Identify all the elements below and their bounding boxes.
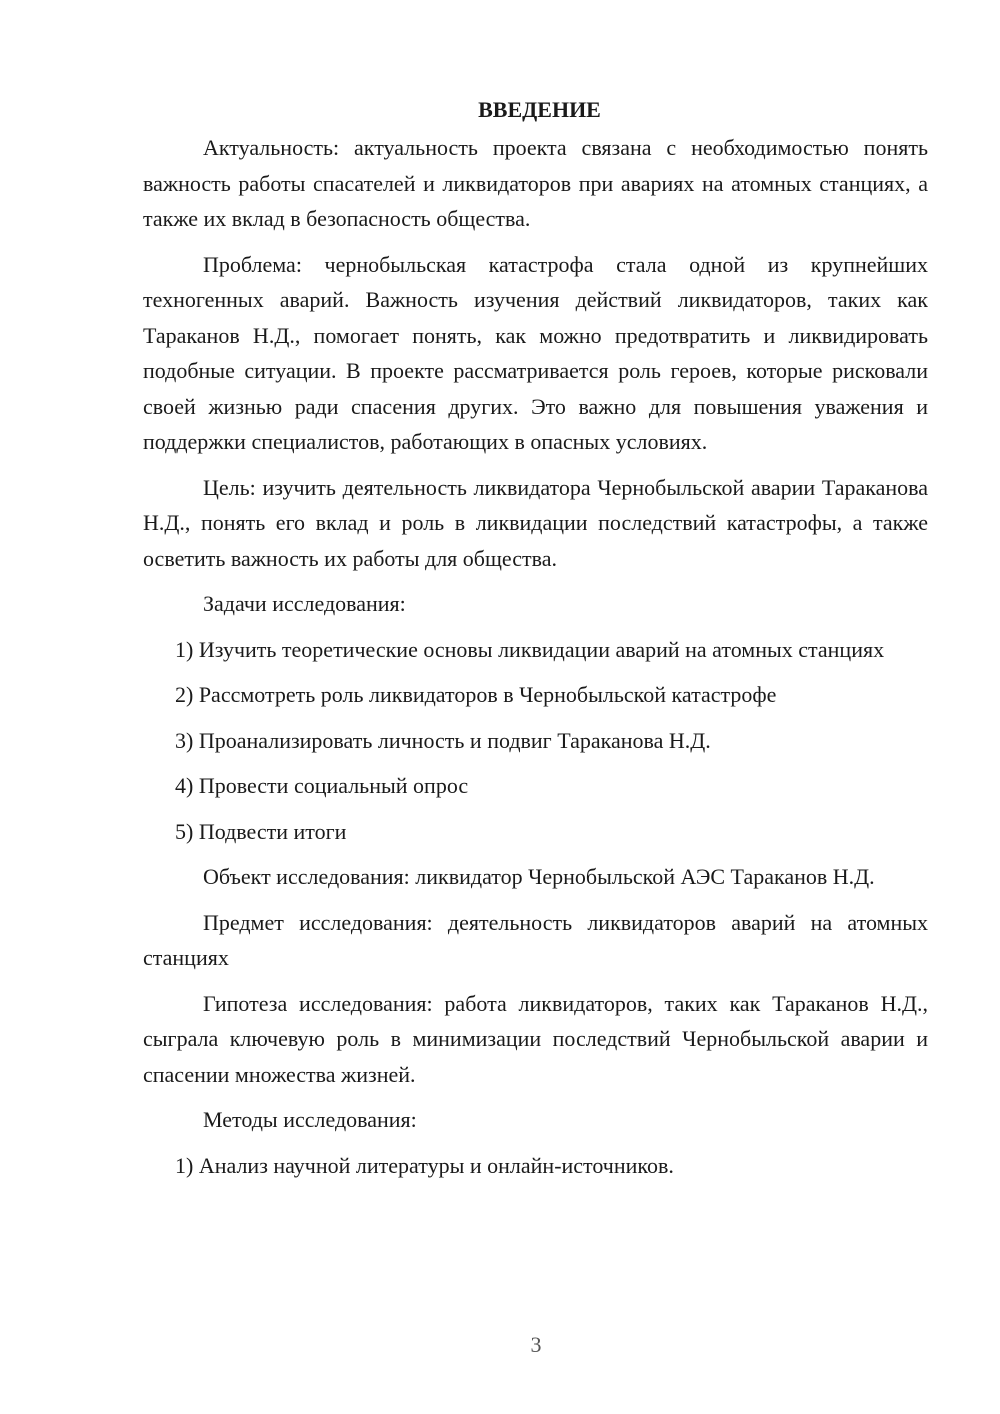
tasks-heading: Задачи исследования: [203, 591, 406, 616]
task-item-3: 3) Проанализировать личность и подвиг Тараканова Н.Д. [175, 727, 711, 753]
methods-heading: Методы исследования: [203, 1107, 417, 1132]
relevance-paragraph: Актуальность: актуальность проекта связана с необходимостью понять важность работы спасателей и ликвидаторов при авариях на атомных станциях, а также их вклад в безопасность общества. [143, 135, 928, 231]
task-item-1: 1) Изучить теоретические основы ликвидации аварий на атомных станциях [175, 636, 885, 662]
hypothesis-paragraph: Гипотеза исследования: работа ликвидаторов, таких как Тараканов Н.Д., сыграла ключевую роль в минимизации последствий Чернобыльской аварии и спасении множества жизней. [143, 990, 928, 1087]
task-item-4: 4) Провести социальный опрос [175, 773, 469, 798]
page-number: 3 [530, 1332, 542, 1357]
task-item-2: 2) Рассмотреть роль ликвидаторов в Чернобыльской катастрофе [175, 682, 777, 707]
method-item-1: 1) Анализ научной литературы и онлайн-источников. [175, 1152, 674, 1178]
problem-paragraph: Проблема: чернобыльская катастрофа стала одной из крупнейших техногенных аварий. Важность изучения действий ликвидаторов, таких как Тараканов Н.Д., помогает понять, как можно предотвратить и ликвидировать подобные ситуации. В проекте рассматривается роль героев, которые рисковали своей жизнью ради спасения других. Это важно для повышения уважения и поддержки специалистов, работающих в опасных условиях. [143, 251, 928, 454]
subject-paragraph: Предмет исследования: деятельность ликвидаторов аварий на атомных станциях [143, 909, 928, 970]
page-content [143, 92, 928, 1193]
object-paragraph: Объект исследования: ликвидатор Чернобыльской АЭС Тараканов Н.Д. [203, 864, 875, 889]
section-title: ВВЕДЕНИЕ [478, 97, 601, 122]
task-item-5: 5) Подвести итоги [175, 818, 347, 844]
goal-paragraph: Цель: изучить деятельность ликвидатора Чернобыльской аварии Тараканова Н.Д., понять его вклад и роль в ликвидации последствий катастрофы, а также осветить важность их работы для общества. [143, 474, 928, 571]
